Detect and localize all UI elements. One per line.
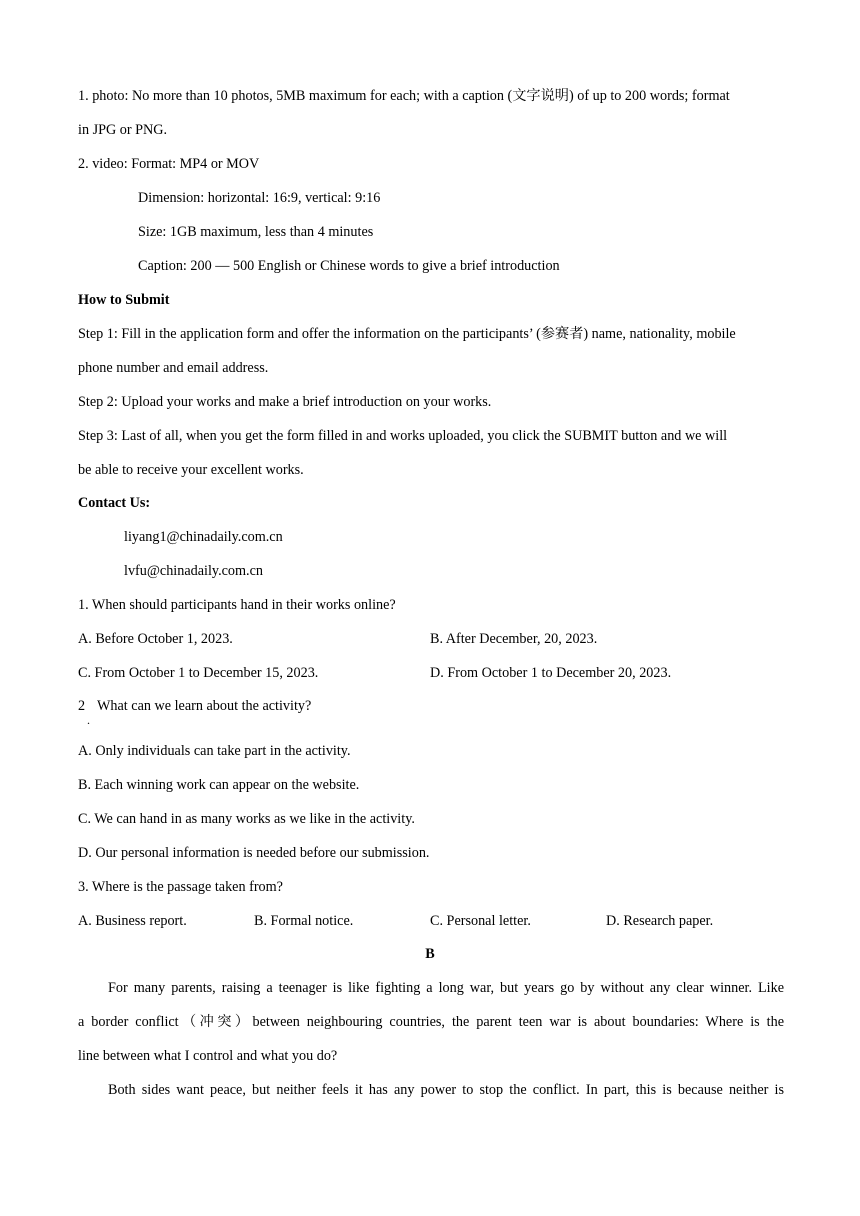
question-3-option-d: D. Research paper. <box>606 913 714 929</box>
how-to-submit-heading: How to Submit <box>78 292 170 308</box>
passage-paragraph-1-line3: line between what I control and what you do? <box>78 1048 338 1064</box>
question-2-option-d: D. Our personal information is needed before our submission. <box>78 845 430 861</box>
step2: Step 2: Upload your works and make a brief introduction on your works. <box>78 394 492 410</box>
question-1-option-d: D. From October 1 to December 20, 2023. <box>430 665 672 681</box>
question-1-option-b: B. After December, 20, 2023. <box>430 631 598 647</box>
passage-paragraph-2-line1: Both sides want peace, but neither feels it has any power to stop the conflict. In part, this is because neither is <box>108 1082 784 1098</box>
question-1-option-a: A. Before October 1, 2023. <box>78 631 233 647</box>
question-3-option-a: A. Business report. <box>78 913 187 929</box>
video-requirement-line1: 2. video: Format: MP4 or MOV <box>78 156 260 172</box>
photo-requirement-line1: 1. photo: No more than 10 photos, 5MB maximum for each; with a caption (文字说明) of up to 200 words; format <box>78 88 730 104</box>
question-1-option-c: C. From October 1 to December 15, 2023. <box>78 665 319 681</box>
video-caption: Caption: 200 — 500 English or Chinese words to give a brief introduction <box>138 258 560 274</box>
question-2: What can we learn about the activity? <box>97 698 312 714</box>
question-2-number: 2 <box>78 698 86 714</box>
photo-requirement-line2: in JPG or PNG. <box>78 122 168 138</box>
section-b-label: B <box>425 946 435 962</box>
contact-email-2: lvfu@chinadaily.com.cn <box>124 563 263 579</box>
question-2-dot: . <box>87 713 90 727</box>
passage-paragraph-1-line1: For many parents, raising a teenager is like fighting a long war, but years go by without any clear winner. Like <box>108 980 784 996</box>
step1-line1: Step 1: Fill in the application form and offer the information on the participants’ (参赛者) name, nationality, mobile <box>78 326 736 342</box>
video-size: Size: 1GB maximum, less than 4 minutes <box>138 224 374 240</box>
question-3: 3. Where is the passage taken from? <box>78 879 283 895</box>
question-2-option-c: C. We can hand in as many works as we like in the activity. <box>78 811 415 827</box>
step3-line1: Step 3: Last of all, when you get the form filled in and works uploaded, you click the SUBMIT button and we will <box>78 428 728 444</box>
step1-line2: phone number and email address. <box>78 360 269 376</box>
question-2-option-a: A. Only individuals can take part in the activity. <box>78 743 351 759</box>
question-3-option-c: C. Personal letter. <box>430 913 531 929</box>
step3-line2: be able to receive your excellent works. <box>78 462 304 478</box>
question-3-option-b: B. Formal notice. <box>254 913 354 929</box>
contact-heading: Contact Us: <box>78 495 151 511</box>
question-1: 1. When should participants hand in their works online? <box>78 597 396 613</box>
contact-email-1: liyang1@chinadaily.com.cn <box>124 529 283 545</box>
video-dimension: Dimension: horizontal: 16:9, vertical: 9:16 <box>138 190 381 206</box>
passage-paragraph-1-line2: a border conflict（冲突）between neighbouring countries, the parent teen war is about boundaries: Where is the <box>78 1014 784 1030</box>
question-2-option-b: B. Each winning work can appear on the website. <box>78 777 360 793</box>
